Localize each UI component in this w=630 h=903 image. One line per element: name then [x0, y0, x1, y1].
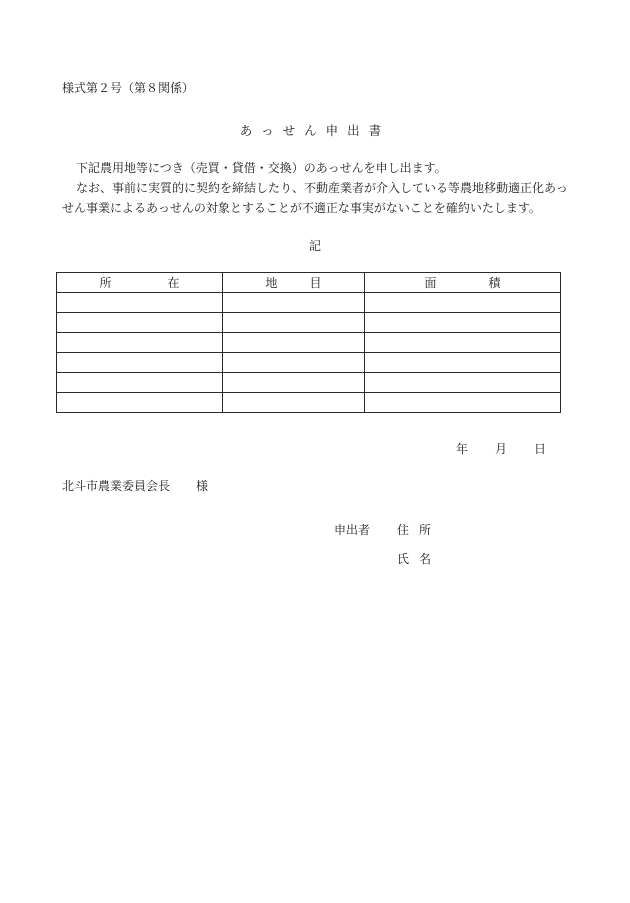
header-area-char-1: 面 [424, 276, 437, 290]
name-char-2: 名 [418, 552, 431, 566]
location-cell[interactable] [57, 393, 223, 413]
date-day-label: 日 [533, 442, 546, 456]
addressee [62, 477, 208, 494]
area-cell[interactable] [365, 353, 561, 373]
area-cell[interactable] [365, 393, 561, 413]
header-land-category [223, 273, 365, 293]
area-cell[interactable] [365, 333, 561, 353]
date-year-label: 年 [456, 442, 469, 456]
location-cell[interactable] [57, 373, 223, 393]
applicant-label: 申出者 [334, 523, 371, 537]
table-row [57, 373, 561, 393]
table-row [57, 333, 561, 353]
header-location-char-2: 在 [167, 276, 180, 290]
date-line [456, 440, 546, 457]
area-cell[interactable] [365, 293, 561, 313]
name-char-1: 氏 [397, 552, 410, 566]
table-row [57, 353, 561, 373]
land-category-cell[interactable] [223, 333, 365, 353]
area-cell[interactable] [365, 373, 561, 393]
land-category-cell[interactable] [223, 313, 365, 333]
header-location-char-1: 所 [99, 276, 112, 290]
header-location [57, 273, 223, 293]
request-paragraph: 下記農用地等につき（売買・貸借・交換）のあっせんを申し出ます。 [76, 161, 447, 175]
date-month-label: 月 [494, 442, 507, 456]
land-category-cell[interactable] [223, 293, 365, 313]
header-land-category-char-1: 地 [265, 276, 278, 290]
document-title: あっせん申出書 [239, 123, 391, 138]
area-cell[interactable] [365, 313, 561, 333]
table-row [57, 393, 561, 413]
table-header-row [57, 273, 561, 293]
land-table [56, 272, 561, 413]
location-cell[interactable] [57, 353, 223, 373]
addressee-name: 北斗市農業委員会長 [62, 479, 171, 493]
land-category-cell[interactable] [223, 373, 365, 393]
land-category-cell[interactable] [223, 353, 365, 373]
applicant-name-label [397, 550, 431, 567]
applicant-address-label [397, 521, 431, 538]
location-cell[interactable] [57, 333, 223, 353]
ki-heading: 記 [308, 239, 321, 253]
address-char-2: 所 [418, 523, 431, 537]
addressee-honorific: 様 [196, 479, 209, 493]
land-category-cell[interactable] [223, 393, 365, 413]
location-cell[interactable] [57, 313, 223, 333]
table-row [57, 313, 561, 333]
form-number: 様式第２号（第８関係） [62, 81, 195, 95]
header-area [365, 273, 561, 293]
table-row [57, 293, 561, 313]
header-area-char-2: 積 [488, 276, 501, 290]
header-land-category-char-2: 目 [309, 276, 322, 290]
address-char-1: 住 [397, 523, 410, 537]
location-cell[interactable] [57, 293, 223, 313]
assurance-paragraph: なお、事前に実質的に契約を締結したり、不動産業者が介入している等農地移動適正化あっせん事業によるあっせんの対象とすることが不適正な事実がないことを確約いたします。 [62, 181, 568, 215]
